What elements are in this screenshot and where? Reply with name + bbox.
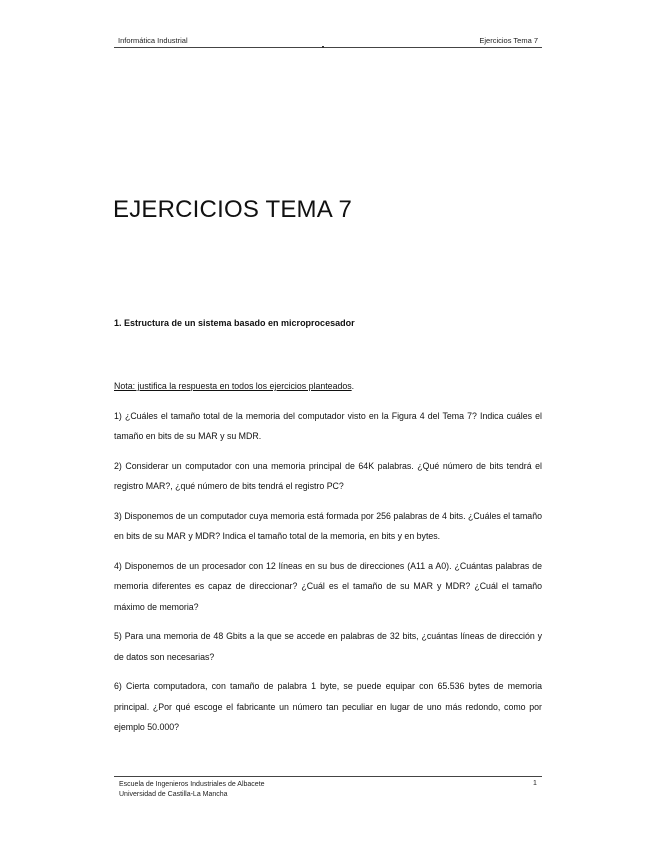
exercise-1: 1) ¿Cuáles el tamaño total de la memoria del computador visto en la Figura 4 del Tema 7? Indica cuáles el tamaño en bits de su MAR y su MDR. — [114, 410, 542, 441]
header-left-text: Informática Industrial — [118, 36, 188, 45]
page-number: 1 — [533, 780, 537, 787]
note-text: Nota: justifica la respuesta en todos los ejercicios planteados — [114, 381, 352, 391]
section-heading: 1. Estructura de un sistema basado en microprocesador — [114, 318, 355, 328]
exercise-5: 5) Para una memoria de 48 Gbits a la que se accede en palabras de 32 bits, ¿cuántas líneas de dirección y de datos son necesarias? — [114, 631, 542, 662]
footer-university: Universidad de Castilla-La Mancha — [119, 791, 228, 798]
exercise-4: 4) Disponemos de un procesador con 12 líneas en su bus de direcciones (A11 a A0). ¿Cuántas palabras de memoria diferentes es capaz de direccionar? ¿Cuál es el tamaño de su MAR y MDR? ¿Cuál el tamaño máximo de memoria? — [114, 560, 542, 612]
header-center-mark — [322, 46, 324, 48]
exercise-3: 3) Disponemos de un computador cuya memoria está formada por 256 palabras de 4 bits. ¿Cuáles el tamaño en bits de su MAR y MDR? Indica el tamaño total de la memoria, en bits y en bytes. — [114, 510, 542, 541]
page-footer — [119, 780, 265, 800]
header-divider — [114, 47, 542, 48]
footer-divider — [114, 776, 542, 777]
note-paragraph — [114, 376, 542, 397]
exercise-2: 2) Considerar un computador con una memoria principal de 64K palabras. ¿Qué número de bits tendrá el registro MAR?, ¿qué número de bits tendrá el registro PC? — [114, 460, 542, 491]
exercise-6: 6) Cierta computadora, con tamaño de palabra 1 byte, se puede equipar con 65.536 bytes de memoria principal. ¿Por qué escoge el fabricante un número tan peculiar en lugar de uno más redondo, como por ejemplo 50.000? — [114, 681, 542, 732]
exercise-list — [114, 376, 542, 747]
footer-school: Escuela de Ingenieros Industriales de Albacete — [119, 781, 265, 788]
document-title: EJERCICIOS TEMA 7 — [113, 196, 353, 223]
note-period: . — [351, 381, 355, 391]
header-right-text: Ejercicios Tema 7 — [479, 36, 538, 45]
